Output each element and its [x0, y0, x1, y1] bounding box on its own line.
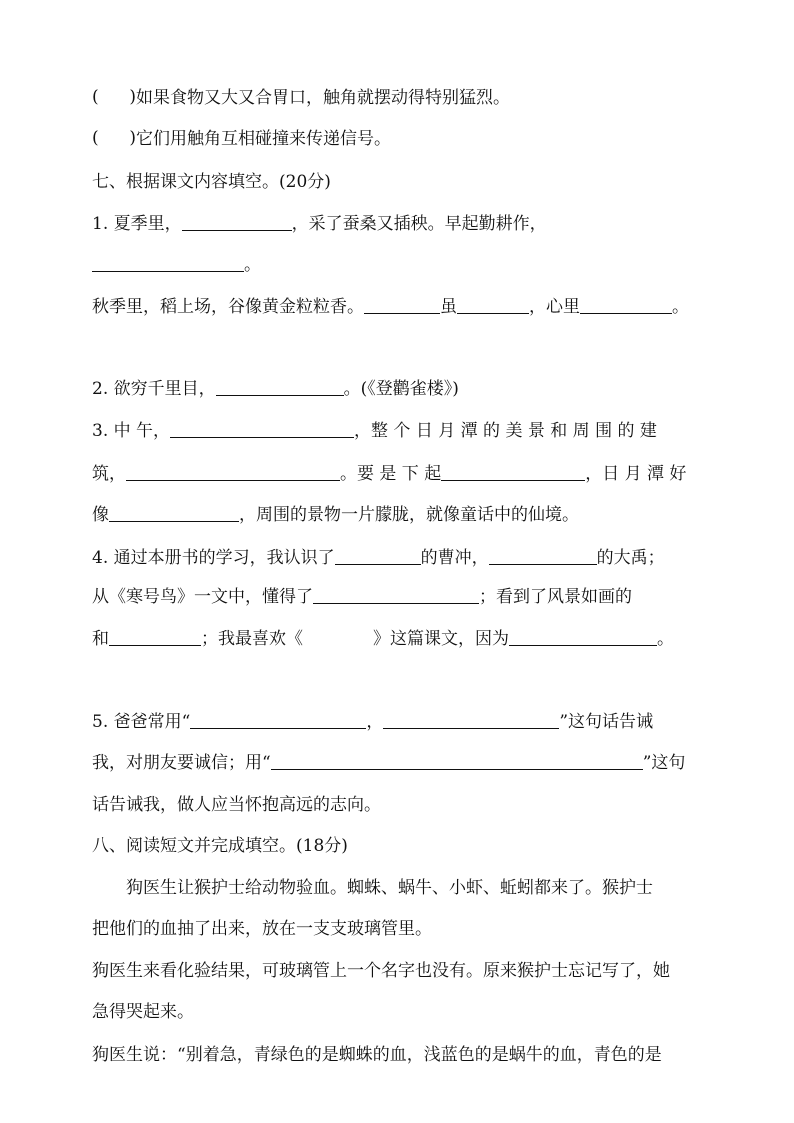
fill-blank[interactable] [313, 585, 479, 604]
fill-blank[interactable] [170, 419, 354, 438]
q7-item-1-line-3: 秋季里，稻上场，谷像黄金粒粒香。 虽 ，心里 。 [92, 297, 689, 317]
q7-item-2: 2. 欲穷千里目， 。(《登鹳雀楼》) [92, 379, 459, 399]
fill-blank[interactable] [109, 503, 239, 522]
q7-item-5-line-3: 话告诫我，做人应当怀抱高远的志向。 [92, 795, 381, 815]
q7-item-3-line-3: 像 ，周围的景物一片朦胧，就像童话中的仙境。 [92, 505, 579, 525]
q7-item-1-line-1: 1. 夏季里， ，采了蚕桑又插秧。早起勤耕作， [92, 214, 547, 234]
passage-paragraph-2-line-2: 急得哭起来。 [92, 1002, 194, 1022]
fill-blank[interactable] [109, 627, 201, 646]
fill-blank[interactable] [509, 627, 657, 646]
passage-paragraph-1-line-2: 把他们的血抽了出来，放在一支支玻璃管里。 [92, 919, 432, 939]
passage-paragraph-1-line-1: 狗医生让猴护士给动物验血。蜘蛛、蜗牛、小虾、蚯蚓都来了。猴护士 [126, 878, 653, 898]
passage-paragraph-3-line-1: 狗医生说：“别着急，青绿色的是蜘蛛的血，浅蓝色的是蜗牛的血，青色的是 [92, 1045, 662, 1065]
fill-blank[interactable] [335, 546, 421, 565]
passage-paragraph-2-line-1: 狗医生来看化验结果，可玻璃管上一个名字也没有。原来猴护士忘记写了，她 [92, 961, 670, 981]
fill-blank[interactable] [271, 751, 643, 770]
fill-blank[interactable] [92, 253, 244, 272]
q7-item-4-line-3: 和 ；我最喜欢《 》这篇课文，因为 。 [92, 629, 674, 649]
q7-item-4-line-1: 4. 通过本册书的学习，我认识了 的曹冲， 的大禹； [92, 548, 665, 568]
q7-item-5-line-1: 5. 爸爸常用“ ， ”这句话告诫 [92, 712, 654, 732]
fill-blank[interactable] [383, 710, 559, 729]
fill-blank[interactable] [126, 462, 340, 481]
q6-item-2-text: 它们用触角互相碰撞来传递信号。 [136, 129, 391, 149]
q6-item-1-text: 如果食物又大又合胃口，触角就摆动得特别猛烈。 [136, 88, 510, 108]
fill-blank[interactable] [216, 377, 344, 396]
fill-blank[interactable] [457, 295, 529, 314]
fill-blank[interactable] [364, 295, 440, 314]
fill-blank[interactable] [441, 462, 585, 481]
fill-blank[interactable] [190, 710, 366, 729]
q7-item-3-line-1: 3. 中 午， ，整 个 日 月 潭 的 美 景 和 周 围 的 建 [92, 421, 657, 441]
fill-blank[interactable] [580, 295, 672, 314]
q7-item-5-line-2: 我，对朋友要诚信；用“ ”这句 [92, 753, 686, 773]
section-heading-7: 七、根据课文内容填空。(20分) [92, 172, 331, 192]
q7-item-3-line-2: 筑， 。要 是 下 起 ，日 月 潭 好 [92, 464, 687, 484]
section-heading-8: 八、阅读短文并完成填空。(18分) [92, 836, 348, 856]
q7-item-1-line-2: 。 [92, 253, 712, 277]
fill-blank[interactable] [489, 546, 597, 565]
fill-blank[interactable] [182, 212, 292, 231]
q6-item-1: ( ) 如果食物又大又合胃口，触角就摆动得特别猛烈。 [92, 87, 510, 108]
q6-item-2: ( ) 它们用触角互相碰撞来传递信号。 [92, 128, 391, 149]
q7-item-4-line-2: 从《寒号鸟》一文中，懂得了 ；看到了风景如画的 [92, 587, 632, 607]
